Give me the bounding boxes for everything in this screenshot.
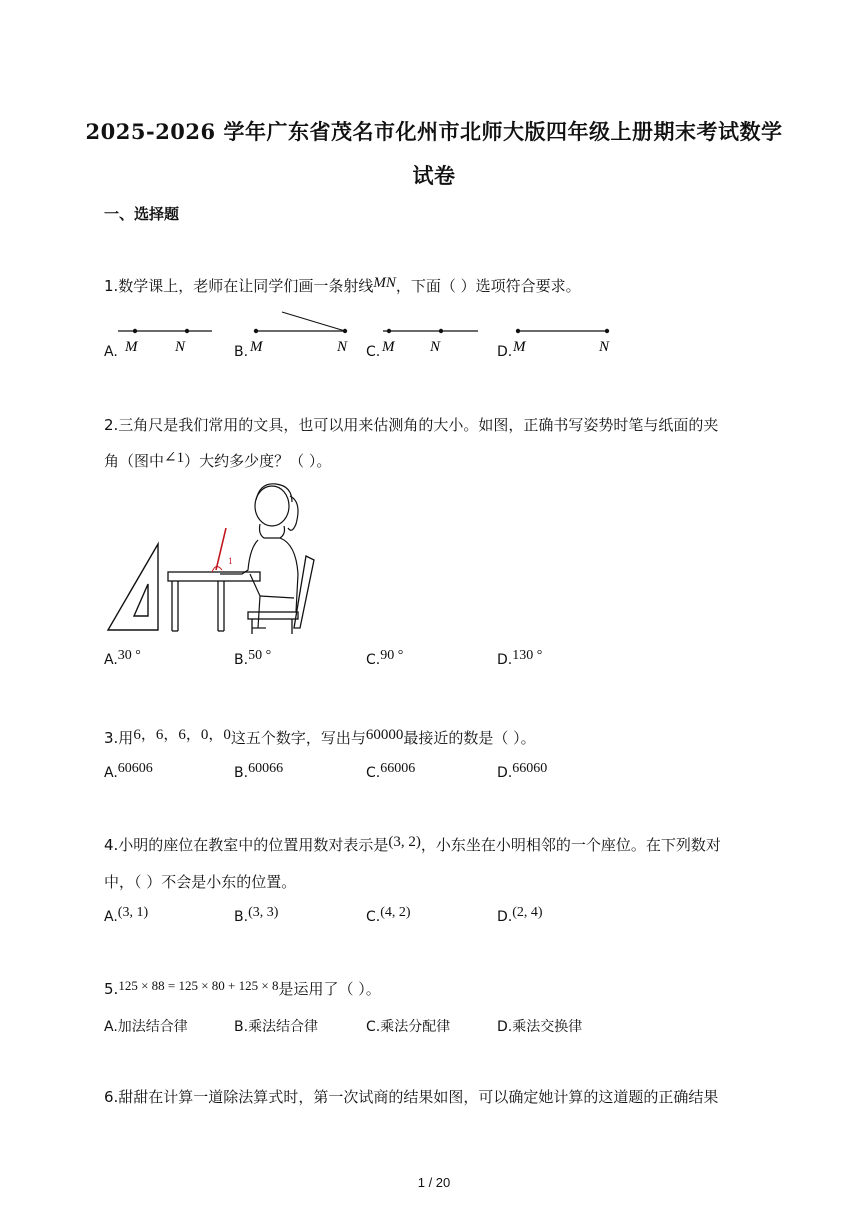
option-b-label: B. <box>234 909 249 925</box>
question-3-text-b: 这五个数字，写出与 <box>230 729 366 747</box>
option-d-value: 66060 <box>512 761 548 776</box>
option-a-label: A. <box>104 1019 118 1035</box>
question-2-options <box>104 648 764 682</box>
option-d[interactable] <box>497 648 543 669</box>
question-3-text-a: 3.用 <box>104 729 134 747</box>
option-c[interactable] <box>366 905 411 926</box>
question-3-text-c: 最接近的数是（ ）。 <box>403 729 536 747</box>
question-4-line1 <box>104 827 764 864</box>
question-2-line2-before: 角（图中 <box>104 452 165 470</box>
option-b[interactable] <box>234 648 272 669</box>
option-d[interactable] <box>497 761 548 782</box>
question-5-text-after: 是运用了（ ）。 <box>278 980 381 998</box>
option-b-value: (3, 3) <box>248 905 279 920</box>
option-d-label: D. <box>497 652 513 668</box>
option-c[interactable] <box>366 761 416 782</box>
ray-d-m: M <box>513 339 526 355</box>
option-c-label: C. <box>366 1019 381 1035</box>
option-a[interactable] <box>104 1016 188 1036</box>
ray-option-c <box>381 329 478 355</box>
option-c-value: (4, 2) <box>380 905 411 920</box>
option-a-label: A. <box>104 909 118 925</box>
exam-title-line2: 试卷 <box>412 163 456 188</box>
option-c-value: 乘法分配律 <box>380 1019 451 1035</box>
question-1-math: MN <box>373 275 396 291</box>
option-c-value: 90 ° <box>380 648 404 663</box>
option-d-label: D. <box>497 909 513 925</box>
option-b[interactable] <box>234 905 279 926</box>
ray-a-m: M <box>125 339 138 355</box>
ray-figures <box>0 0 868 380</box>
question-2-line2-after: ）大约多少度？（ ）。 <box>184 452 332 470</box>
question-4-line1-after: ，小东坐在小明相邻的一个座位。在下列数对 <box>420 836 721 854</box>
question-4-coord: (3, 2) <box>388 834 421 850</box>
option-b-value: 50 ° <box>248 648 272 663</box>
question-1-text-before: 1.数学课上，老师在让同学们画一条射线 <box>104 277 374 295</box>
option-a-label: A. <box>104 652 118 668</box>
option-a-value: 30 ° <box>117 648 141 663</box>
ray-c-m: M <box>382 339 395 355</box>
ray-option-d <box>512 329 610 355</box>
option-c-label: C. <box>366 765 381 781</box>
option-c[interactable] <box>366 1016 450 1036</box>
option-c-label: C. <box>366 909 381 925</box>
question-4-line2: 中，（ ）不会是小东的位置。 <box>104 873 297 891</box>
option-a-label: A. <box>104 765 118 781</box>
option-b-label: B. <box>234 765 249 781</box>
question-5-prefix: 5. <box>104 980 119 998</box>
question-3-number: 60000 <box>365 727 404 743</box>
option-d-label: D. <box>497 344 513 360</box>
pen-icon <box>212 528 233 572</box>
question-2-line2 <box>104 443 764 480</box>
option-b-value: 乘法结合律 <box>248 1019 319 1035</box>
option-b-label: B. <box>234 344 249 360</box>
question-1-text-after: ，下面（ ）选项符合要求。 <box>395 277 581 295</box>
option-a-value: 60606 <box>117 761 153 776</box>
question-3-options <box>104 761 764 795</box>
question-6-line1: 6.甜甜在计算一道除法算式时，第一次试商的结果如图，可以确定她计算的这道题的正确结果 <box>104 1088 719 1106</box>
page-number: 1 / 20 <box>417 1175 451 1190</box>
option-d[interactable] <box>497 1016 582 1036</box>
question-5-options <box>104 1016 764 1046</box>
option-b[interactable] <box>234 761 284 782</box>
exam-title-line1: 2025-2026 学年广东省茂名市化州市北师大版四年级上册期末考试数学 <box>85 119 783 144</box>
option-a-label: A. <box>104 344 118 360</box>
question-4-options <box>104 905 764 939</box>
option-c[interactable] <box>366 648 404 669</box>
question-4-line1-before: 4.小明的座位在教室中的位置用数对表示是 <box>104 836 389 854</box>
option-b-value: 60066 <box>248 761 284 776</box>
figure-girl-writing <box>100 478 330 638</box>
ray-option-b <box>249 312 348 355</box>
option-d-value: 乘法交换律 <box>512 1019 583 1035</box>
option-c-label: C. <box>366 652 381 668</box>
ray-b-m: M <box>250 339 263 355</box>
option-d-label: D. <box>497 765 513 781</box>
option-d-value: (2, 4) <box>512 905 543 920</box>
option-c-label: C. <box>366 344 381 360</box>
ray-b-n: N <box>337 339 348 355</box>
section-heading-choice: 一、选择题 <box>104 205 180 223</box>
option-b-label: B. <box>234 652 249 668</box>
option-d-value: 130 ° <box>512 648 543 663</box>
question-5-equation: 125 × 88 = 125 × 80 + 125 × 8 <box>118 978 279 993</box>
option-a-value: (3, 1) <box>117 905 149 920</box>
ray-option-a <box>118 329 212 355</box>
desk-icon <box>168 572 260 631</box>
ray-a-n: N <box>175 339 186 355</box>
option-b[interactable] <box>234 1016 318 1036</box>
option-d-label: D. <box>497 1019 513 1035</box>
option-b-label: B. <box>234 1019 249 1035</box>
ray-d-n: N <box>599 339 610 355</box>
angle-1-label: 1 <box>228 556 233 566</box>
option-c-value: 66006 <box>380 761 416 776</box>
option-d[interactable] <box>497 905 543 926</box>
ray-c-n: N <box>430 339 441 355</box>
question-5 <box>104 971 764 1008</box>
option-a[interactable] <box>104 648 141 669</box>
question-2-line1: 2.三角尺是我们常用的文具，也可以用来估测角的大小。如图，正确书写姿势时笔与纸面的夹 <box>104 416 719 434</box>
question-2-angle: ∠1 <box>164 450 185 466</box>
question-3 <box>104 720 764 757</box>
option-a-value: 加法结合律 <box>117 1019 188 1035</box>
option-a[interactable] <box>104 761 153 782</box>
triangle-ruler-icon <box>108 544 158 630</box>
option-a[interactable] <box>104 905 149 926</box>
question-3-digits: 6，6，6，0，0 <box>133 727 231 743</box>
